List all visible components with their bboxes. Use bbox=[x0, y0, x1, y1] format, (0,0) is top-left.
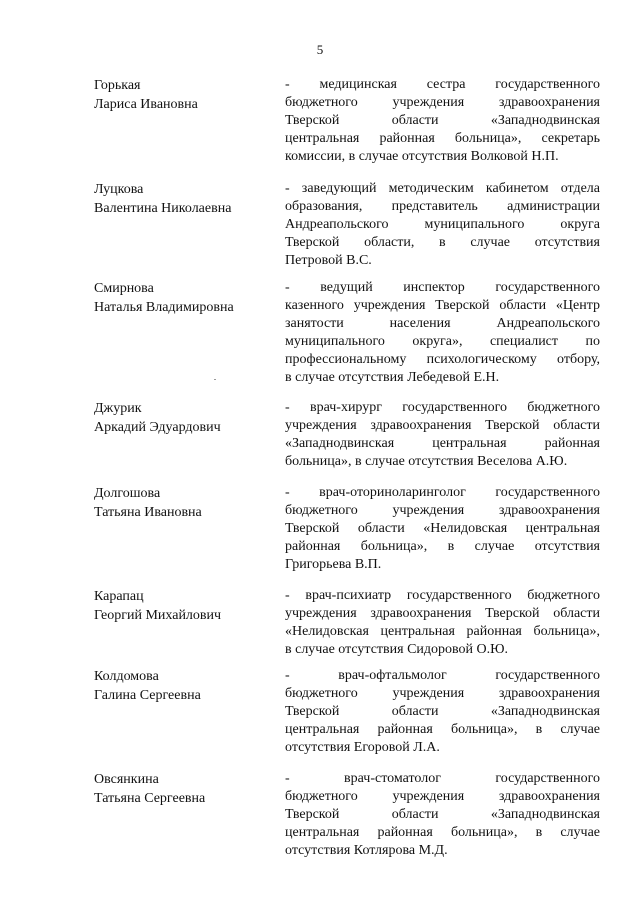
member-surname: Горькая bbox=[94, 78, 141, 93]
page-number: 5 bbox=[316, 42, 324, 57]
description-line: Петровой В.С. bbox=[285, 253, 372, 268]
description-line: в случае отсутствия Лебедевой Е.Н. bbox=[285, 370, 500, 385]
member-surname: Колдомова bbox=[94, 669, 159, 684]
description-line: образования, представитель администрации bbox=[285, 199, 600, 214]
description-line: Тверской области «Нелидовская центральная bbox=[285, 521, 600, 536]
description-line: учреждения здравоохранения Тверской области bbox=[285, 418, 600, 433]
member-name bbox=[94, 279, 274, 317]
description-line: занятости населения Андреапольского bbox=[285, 316, 600, 331]
member-surname: Луцкова bbox=[94, 182, 144, 197]
description-line: районная больница», в случае отсутствия bbox=[285, 539, 600, 554]
member-given-names: Лариса Ивановна bbox=[94, 97, 198, 112]
member-description bbox=[285, 76, 600, 166]
description-line: «Нелидовская центральная районная больница», bbox=[285, 624, 600, 639]
description-line: муниципального округа», специалист по bbox=[285, 334, 600, 349]
description-line: Тверской области «Западнодвинская bbox=[285, 807, 600, 822]
member-given-names: Наталья Владимировна bbox=[94, 300, 234, 315]
member-surname: Карапац bbox=[94, 589, 144, 604]
scan-artifact bbox=[214, 379, 216, 380]
description-line: - врач-стоматолог государственного bbox=[285, 771, 600, 786]
description-line: - врач-хирург государственного бюджетного bbox=[285, 400, 600, 415]
member-name bbox=[94, 399, 274, 437]
member-surname: Овсянкина bbox=[94, 772, 159, 787]
description-line: бюджетного учреждения здравоохранения bbox=[285, 789, 600, 804]
member-surname: Смирнова bbox=[94, 281, 154, 296]
member-description bbox=[285, 279, 600, 387]
description-line: отсутствия Котлярова М.Д. bbox=[285, 843, 448, 858]
member-given-names: Галина Сергеевна bbox=[94, 688, 201, 703]
description-line: Тверской области «Западнодвинская bbox=[285, 113, 600, 128]
description-line: казенного учреждения Тверской области «Центр bbox=[285, 298, 600, 313]
description-line: - медицинская сестра государственного bbox=[285, 77, 600, 92]
member-surname: Джурик bbox=[94, 401, 142, 416]
member-given-names: Татьяна Сергеевна bbox=[94, 791, 206, 806]
description-line: комиссии, в случае отсутствия Волковой Н.П. bbox=[285, 149, 559, 164]
description-line: - врач-офтальмолог государственного bbox=[285, 668, 600, 683]
member-description bbox=[285, 770, 600, 860]
member-given-names: Георгий Михайлович bbox=[94, 608, 222, 623]
member-description bbox=[285, 180, 600, 270]
description-line: Тверской области, в случае отсутствия bbox=[285, 235, 600, 250]
member-given-names: Валентина Николаевна bbox=[94, 201, 232, 216]
description-line: профессиональному психологическому отбору, bbox=[285, 352, 600, 367]
member-given-names: Аркадий Эдуардович bbox=[94, 420, 221, 435]
member-description bbox=[285, 399, 600, 471]
member-name bbox=[94, 587, 274, 625]
description-line: учреждения здравоохранения Тверской области bbox=[285, 606, 600, 621]
description-line: - заведующий методическим кабинетом отдела bbox=[285, 181, 600, 196]
description-line: больница», в случае отсутствия Веселова А.Ю. bbox=[285, 454, 568, 469]
description-line: Андреапольского муниципального округа bbox=[285, 217, 600, 232]
description-line: Тверской области «Западнодвинская bbox=[285, 704, 600, 719]
description-line: Григорьева В.П. bbox=[285, 557, 382, 572]
member-name bbox=[94, 180, 274, 218]
description-line: - врач-оториноларинголог государственного bbox=[285, 485, 600, 500]
description-line: бюджетного учреждения здравоохранения bbox=[285, 686, 600, 701]
member-given-names: Татьяна Ивановна bbox=[94, 505, 202, 520]
description-line: бюджетного учреждения здравоохранения bbox=[285, 503, 600, 518]
description-line: центральная районная больница», в случае bbox=[285, 825, 600, 840]
description-line: бюджетного учреждения здравоохранения bbox=[285, 95, 600, 110]
member-surname: Долгошова bbox=[94, 486, 161, 501]
member-name bbox=[94, 770, 274, 808]
description-line: центральная районная больница», в случае bbox=[285, 722, 600, 737]
description-line: в случае отсутствия Сидоровой О.Ю. bbox=[285, 642, 509, 657]
member-name bbox=[94, 667, 274, 705]
member-description bbox=[285, 587, 600, 659]
member-name bbox=[94, 76, 274, 114]
description-line: центральная районная больница», секретарь bbox=[285, 131, 600, 146]
description-line: - ведущий инспектор государственного bbox=[285, 280, 600, 295]
description-line: - врач-психиатр государственного бюджетного bbox=[285, 588, 600, 603]
member-description bbox=[285, 667, 600, 757]
member-description bbox=[285, 484, 600, 574]
description-line: отсутствия Егоровой Л.А. bbox=[285, 740, 440, 755]
member-name bbox=[94, 484, 274, 522]
description-line: «Западнодвинская центральная районная bbox=[285, 436, 600, 451]
